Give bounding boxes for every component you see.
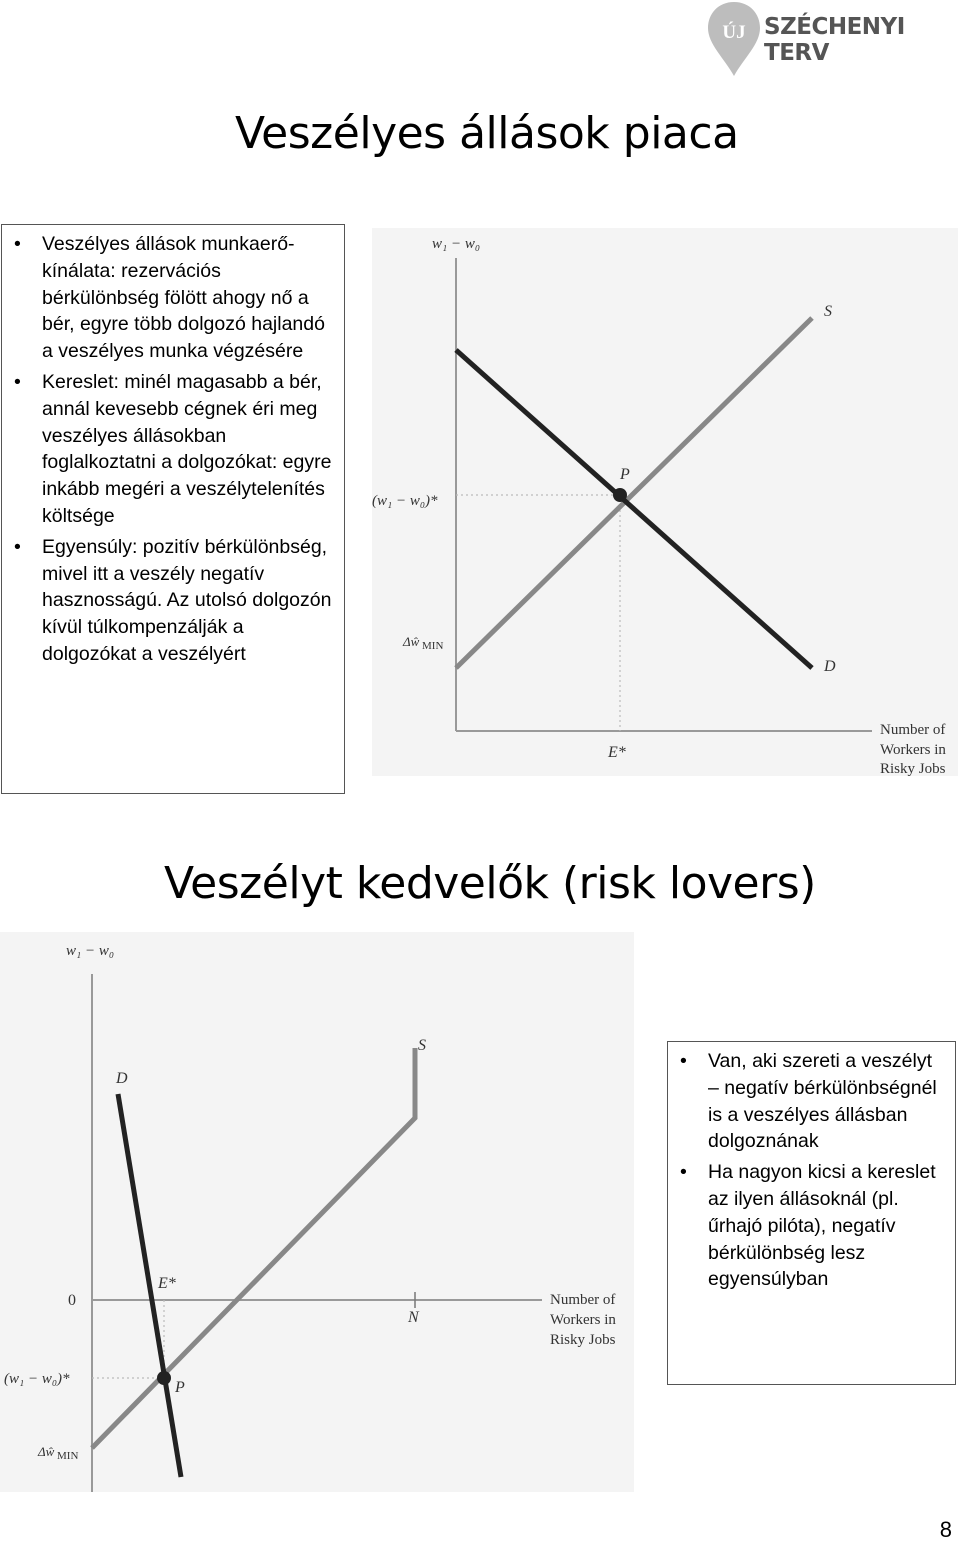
eq-wage-label: (w₁ − w₀)* bbox=[372, 493, 438, 509]
n-label: N bbox=[408, 1309, 419, 1326]
supply-label: S bbox=[824, 303, 832, 320]
supply-label: S bbox=[418, 1037, 426, 1054]
equilibrium-point bbox=[157, 1371, 171, 1385]
list-item: • Van, aki szereti a veszélyt – negatív bérkülönbségnél is a veszélyes állásban dolgoznának bbox=[680, 1050, 937, 1153]
zero-label: 0 bbox=[68, 1292, 76, 1309]
eq-quantity-label: E* bbox=[158, 1275, 176, 1292]
logo-mark: ÚJ bbox=[722, 22, 746, 43]
location-pin-icon bbox=[704, 0, 764, 78]
x-axis-label-line3: Risky Jobs bbox=[550, 1332, 616, 1348]
bullet-text: Egyensúly: pozitív bérkülönbség, mivel itt a veszély negatív hasznosságú. Az utolsó dolgozón kívül túlkompenzálják a dolgozókat a veszélyért bbox=[42, 535, 332, 665]
bullet-text: Van, aki szereti a veszélyt – negatív bérkülönbségnél is a veszélyes állásban dolgoznának bbox=[708, 1050, 937, 1153]
list-item: • Ha nagyon kicsi a kereslet az ilyen állásoknál (pl. űrhajó pilóta), negatív bérkülönbség lesz egyensúlyban bbox=[680, 1161, 936, 1291]
min-wage-diff-subscript: MIN bbox=[57, 1450, 79, 1462]
list-item: • Egyensúly: pozitív bérkülönbség, mivel itt a veszély negatív hasznosságú. Az utolsó dolgozón kívül túlkompenzálják a dolgozókat a veszélyért bbox=[14, 535, 332, 665]
section1-title: Veszélyes állások piaca bbox=[235, 108, 739, 159]
list-item: • Kereslet: minél magasabb a bér, annál kevesebb cégnek éri meg veszélyes állásokban foglalkoztatni a dolgozókat: egyre inkább megéri a veszélytelenítés költsége bbox=[14, 370, 332, 527]
logo-name: SZÉCHENYI TERV bbox=[764, 14, 905, 66]
min-wage-diff-label: Δŵ bbox=[38, 1444, 55, 1459]
x-axis-label-line1: Number of bbox=[550, 1292, 616, 1308]
szechenyi-terv-logo bbox=[700, 0, 960, 78]
x-axis-label-line2: Workers in bbox=[550, 1312, 616, 1328]
min-wage-diff-label: Δŵ bbox=[403, 634, 420, 649]
section2-title: Veszélyt kedvelők (risk lovers) bbox=[164, 858, 816, 909]
bullet-text: Veszélyes állások munkaerő-kínálata: rezervációs bérkülönbség fölött ahogy nő a bér, egyre több dolgozó hajlandó a veszélyes munka végzésére bbox=[42, 233, 325, 363]
supply-curve bbox=[92, 1048, 415, 1448]
demand-label: D bbox=[116, 1070, 128, 1087]
section1-textbox bbox=[1, 224, 345, 794]
risk-lovers-graph bbox=[0, 932, 634, 1492]
demand-curve bbox=[456, 350, 812, 668]
y-axis-label: w₁ − w₀ bbox=[432, 236, 481, 252]
risk-lovers-svg bbox=[0, 932, 634, 1492]
x-axis-label-line3: Risky Jobs bbox=[880, 761, 946, 776]
point-label: P bbox=[175, 1379, 185, 1396]
equilibrium-point bbox=[613, 488, 627, 502]
x-axis-label-line2: Workers in bbox=[880, 742, 946, 758]
list-item: • Veszélyes állások munkaerő-kínálata: rezervációs bérkülönbség fölött ahogy nő a bér, egyre több dolgozó hajlandó a veszélyes munka végzésére bbox=[14, 233, 325, 363]
eq-wage-label: (w₁ − w₀)* bbox=[4, 1371, 70, 1387]
bullet-text: Kereslet: minél magasabb a bér, annál kevesebb cégnek éri meg veszélyes állásokban foglalkoztatni a dolgozókat: egyre inkább megéri a veszélytelenítés költsége bbox=[42, 370, 332, 527]
risky-jobs-market-graph bbox=[372, 228, 958, 776]
min-wage-diff-subscript: MIN bbox=[422, 640, 444, 652]
demand-label: D bbox=[824, 658, 836, 675]
bullet-text: Ha nagyon kicsi a kereslet az ilyen állásoknál (pl. űrhajó pilóta), negatív bérkülönbség lesz egyensúlyban bbox=[708, 1161, 936, 1291]
point-label: P bbox=[620, 466, 630, 483]
eq-quantity-label: E* bbox=[608, 744, 626, 761]
section2-textbox bbox=[667, 1041, 956, 1385]
risky-jobs-market-svg bbox=[372, 228, 958, 776]
y-axis-label: w₁ − w₀ bbox=[66, 943, 115, 959]
supply-curve bbox=[456, 318, 812, 668]
x-axis-label-line1: Number of bbox=[880, 722, 946, 738]
page-number: 8 bbox=[939, 1517, 952, 1542]
